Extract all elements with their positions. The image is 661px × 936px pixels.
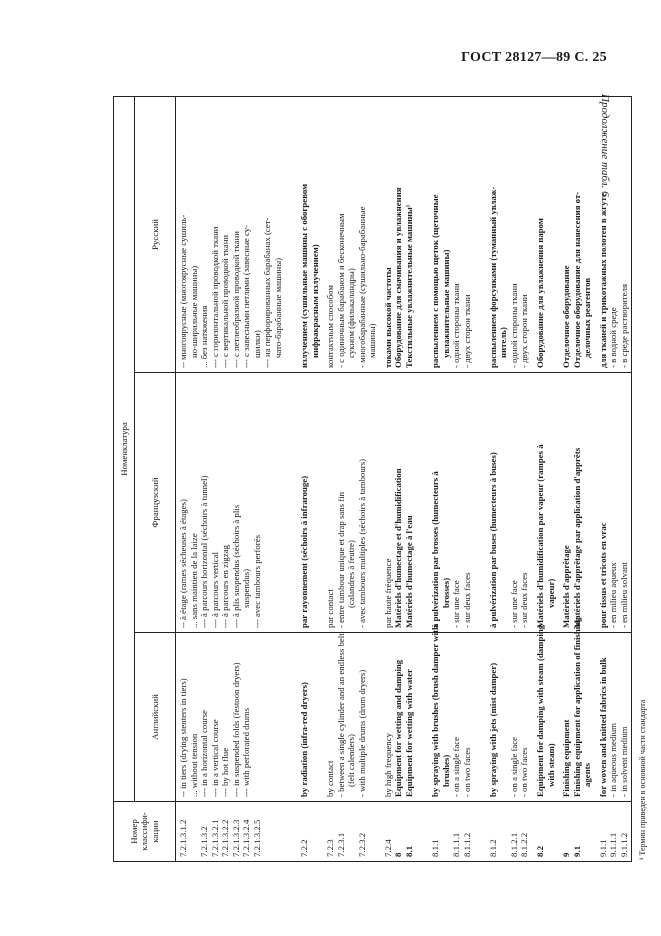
russian-line: но-ширильные машины) [188, 265, 199, 358]
french-line [472, 377, 483, 628]
russian-line: --- с горизонтальной проводкой ткани [209, 226, 220, 368]
french-line: par contact [325, 589, 336, 628]
russian-line: нитель) [498, 327, 509, 358]
english-line: agents [582, 763, 593, 787]
english-line [367, 637, 378, 797]
english-line: ... without tension [188, 733, 199, 797]
french-line: - sur une face [508, 580, 519, 628]
french-line: --- à parcours en zigzag [220, 544, 231, 628]
numbers-line: 8 [393, 852, 404, 857]
french-line: Matériels d'humectage à l'eau [403, 515, 414, 628]
russian-line: Оборудование для смачивания и увлажнения [393, 187, 404, 368]
numbers-line: 8.2 [534, 846, 545, 857]
french-line: Matériels d'humidification par vapeur (rampes à [534, 444, 545, 628]
numbers-line: 7.2.1.3.2.1 [209, 819, 220, 857]
french-line: suspendus) [241, 568, 252, 608]
russian-line: - одной стороны ткани [508, 283, 519, 368]
numbers-line: 8.1.1 [430, 839, 441, 857]
french-line: Matériels d'humectage et d'humidification [393, 468, 404, 628]
russian-line: --- с завесными петлями (завесные су- [241, 224, 252, 368]
numbers-line [346, 806, 357, 857]
russian-line [472, 101, 483, 368]
russian-line: распылением форсунками (туманный увлаж- [487, 186, 498, 368]
english-line: - with multiple drums (drum dryers) [356, 669, 367, 797]
english-line: Finishing equipment for application of finishing [571, 617, 582, 797]
french-line: - avec tambours multiples (séchoirs à tambours) [356, 458, 367, 628]
french-line: brosses) [440, 577, 451, 608]
english-line: by spraying with brushes (brush damper with [430, 625, 441, 797]
numbers-line: 7.2.1.3.2.3 [230, 819, 241, 857]
russian-line: токами высокой частоты [382, 267, 393, 368]
french-line: - sur deux faces [519, 572, 530, 628]
russian-line: шилки) [251, 330, 262, 358]
header-nomenclature: Номенклатура [114, 96, 135, 801]
english-line: --- with perforated drums [241, 707, 252, 797]
russian-line: ... без натяжения [199, 305, 210, 368]
numbers-line [310, 806, 321, 857]
english-line [472, 637, 483, 797]
french-line: - entre tambour unique et drap sans fin [335, 491, 346, 628]
english-line [498, 637, 509, 797]
french-line [283, 377, 294, 628]
russian-line: машины) [367, 323, 378, 358]
russian-line: Отделочное оборудование для нанесения от- [571, 191, 582, 368]
english-line: - on two faces [519, 747, 530, 797]
numbers-line [441, 806, 452, 857]
english-line: Equipment for wetting and damping [393, 659, 404, 797]
french-line: (calandres à feutre) [346, 540, 357, 608]
russian-line: Оборудование для увлажнения паром [534, 218, 545, 368]
french-line: vapeur) [545, 578, 556, 608]
russian-line [414, 101, 425, 368]
footnote: ¹ Термин приведен в основной части стандарта [638, 699, 648, 860]
english-line [310, 637, 321, 797]
numbers-line [189, 806, 200, 857]
french-line [262, 377, 273, 628]
numbers-line: 7.2.1.3.2 [199, 826, 210, 857]
column-french [176, 373, 632, 633]
russian-line: - одной стороны ткани [451, 283, 462, 368]
numbers-line [472, 806, 483, 857]
russian-line: сукном (филькаландры) [346, 268, 357, 358]
english-line: - between a single cylinder and an endless belt [335, 633, 346, 797]
french-line: -- à étage (rames sécheuses à étages) [178, 499, 188, 628]
russian-line: излучением (сушильные машины с обогревом [299, 183, 310, 368]
nomenclature-table [113, 96, 632, 862]
english-line: --- in a vertical course [209, 719, 220, 797]
numbers-line [546, 806, 557, 857]
french-line: - sur deux faces [461, 572, 472, 628]
numbers-line: 7.2.2 [299, 839, 310, 857]
numbers-line: 8.1.1.2 [461, 832, 472, 857]
russian-line: --- с петлеобразной проводкой ткани [230, 231, 241, 368]
french-line [498, 377, 509, 628]
russian-line: Текстильные увлажнительные машины¹ [403, 204, 414, 368]
numbers-line: 7.2.3.1 [335, 832, 346, 857]
numbers-line: 8.1.1.1 [451, 832, 462, 857]
numbers-line: 8.1.2 [487, 839, 498, 857]
english-line: --- by hot flue [220, 747, 231, 797]
numbers-line [498, 806, 509, 857]
numbers-line: 8.1.2.1 [508, 832, 519, 857]
english-line: - in aqueous medium [608, 722, 619, 797]
table-continuation-label: Продолжение табл. 6 [599, 94, 611, 197]
french-line: par haute fréquence [382, 558, 393, 628]
russian-line: для тканей и трикотажных полотен в жгуте [597, 193, 608, 368]
numbers-line: 7.2.3.2 [356, 832, 367, 857]
russian-line: инфракрасным излучением) [309, 244, 320, 358]
english-line: brushes) [440, 754, 451, 787]
french-line [367, 377, 378, 628]
english-line: - in solvent medium [618, 726, 629, 797]
french-line: Matériels d'apprêtage par application d'apprêts [571, 447, 582, 628]
numbers-line: 9.1.1.1 [608, 832, 619, 857]
russian-line: чато-барабанные машины) [272, 257, 283, 358]
english-line: Equipment for damping with steam (damping [534, 624, 545, 797]
russian-line [546, 101, 557, 368]
french-line: pour tissus et tricots en vrac [597, 522, 608, 628]
russian-line: увлажнительные машины) [440, 249, 451, 358]
english-line: - on a single face [508, 736, 519, 797]
header-french: Французский [135, 373, 176, 633]
french-line: - en milieu solvant [618, 562, 629, 628]
french-line: par rayonnement (séchoirs à infrarouge) [299, 475, 310, 628]
russian-line [283, 101, 294, 368]
russian-line: - двух сторон ткани [519, 294, 530, 368]
numbers-line [262, 806, 273, 857]
french-line: --- à plis suspendus (séchoirs à plis [230, 504, 241, 628]
english-line: (felt calenders) [346, 734, 357, 787]
english-line [273, 637, 284, 797]
numbers-line: 8.1.2.2 [519, 832, 530, 857]
header-english: Английский [135, 633, 176, 802]
numbers-line [283, 806, 294, 857]
french-line [273, 377, 284, 628]
numbers-line [414, 806, 425, 857]
numbers-line: 7.2.1.3.2.4 [241, 819, 252, 857]
russian-line: - с одиночным барабаном и бесконечным [335, 213, 346, 368]
numbers-line: 8.1 [403, 846, 414, 857]
french-line [582, 377, 593, 628]
column-english [176, 617, 632, 802]
russian-line: - в среде растворителя [618, 284, 629, 368]
french-line: - en milieu aqueux [608, 562, 619, 628]
column-number [176, 802, 632, 862]
french-line: --- avec tambours perforés [251, 534, 262, 628]
russian-line: - многобарабанные (сушильно-барабанные [356, 206, 367, 368]
french-line: - sur une face [451, 580, 462, 628]
header-russian: Русский [135, 96, 176, 372]
french-line: ... sans maintien de la laize [188, 533, 199, 628]
english-line [252, 637, 263, 797]
numbers-line: 9.1 [571, 846, 582, 857]
english-line: - on two faces [461, 747, 472, 797]
numbers-line: 7.2.4 [382, 839, 393, 857]
english-line: -- in tiers (drying stenters in tiers) [178, 678, 188, 797]
english-line: - on a single face [451, 736, 462, 797]
russian-line: контактным способом [325, 285, 336, 368]
english-line: Finishing equipment [561, 719, 572, 797]
french-line: à pulvérization par brosses (humecteurs à [430, 471, 441, 628]
numbers-line: 9 [561, 852, 572, 857]
numbers-line: 7.2.1.3.2.5 [251, 819, 262, 857]
french-line: --- à parcours vertical [209, 552, 220, 628]
french-line [310, 377, 321, 628]
numbers-line: 7.2.1.3.2.2 [220, 819, 231, 857]
russian-line: Отделочное оборудование [561, 265, 572, 368]
french-line: Matériels d'apprêtage [561, 545, 572, 628]
russian-line: -- многоярусные (многоярусные сушиль- [178, 214, 188, 368]
english-line: --- in suspended folds (festoon dryers) [230, 662, 241, 797]
numbers-line: 9.1.1.2 [618, 832, 629, 857]
english-line: by spraying with jets (mist damper) [487, 662, 498, 797]
column-russian [176, 96, 632, 372]
english-line: by radiation (infra-red dryers) [299, 682, 310, 797]
english-line [414, 637, 425, 797]
english-line: --- in a horizontal course [199, 710, 210, 797]
english-line [262, 637, 273, 797]
english-line: Equipment for wetting with water [403, 669, 414, 797]
french-line [414, 377, 425, 628]
english-line [283, 637, 294, 797]
english-line: for woven and knitted fabrics in bulk [597, 657, 608, 797]
numbers-line: 9.1.1 [597, 839, 608, 857]
numbers-line [582, 806, 593, 857]
english-line: by high frequency [382, 732, 393, 797]
page-header: ГОСТ 28127—89 С. 25 [461, 50, 607, 65]
numbers-line: 7.2.1.3.1.2 [178, 819, 188, 857]
russian-line: распылением с помощью щеток (щеточные [430, 194, 441, 368]
russian-line: --- с вертикальной проводкой ткани [220, 234, 231, 368]
english-line: by contact [325, 760, 336, 797]
french-line: --- à parcours horizontal (séchoirs à tunnel) [199, 475, 210, 628]
russian-line: --- на перфорированных барабанах (сет- [262, 217, 273, 368]
numbers-line: 7.2.3 [325, 839, 336, 857]
french-line: à pulvérization par buses (humecteurs à buses) [487, 452, 498, 628]
numbers-line [273, 806, 284, 857]
russian-line: делочных реагентов [582, 277, 593, 358]
russian-line: - двух сторон ткани [461, 294, 472, 368]
header-number: Номер классифи-кации [114, 802, 176, 862]
english-line: with steam) [545, 743, 556, 787]
russian-line: - в водной среде [608, 307, 619, 368]
numbers-line [367, 806, 378, 857]
